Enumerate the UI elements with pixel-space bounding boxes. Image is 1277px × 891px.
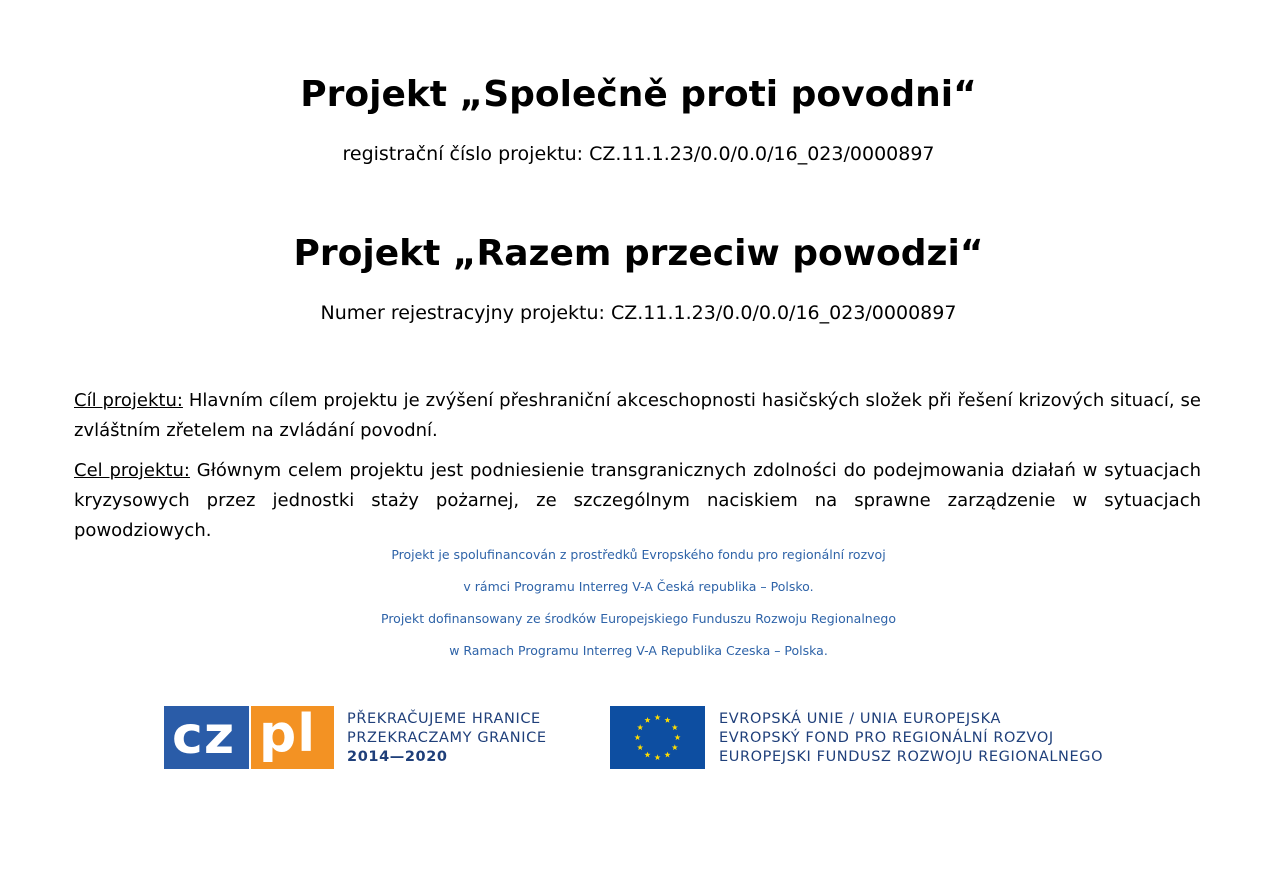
goal-pl-label: Cel projektu: (74, 460, 190, 481)
eu-logo-line-3: EUROPEJSKI FUNDUSZ ROZWOJU REGIONALNEGO (719, 749, 1104, 765)
czpl-logo-line-2: PRZEKRACZAMY GRANICE (347, 730, 547, 746)
eu-logo-text (719, 710, 1103, 767)
eu-flag (610, 706, 705, 769)
goal-cz-label: Cíl projektu: (74, 390, 183, 411)
funding-line-4: w Ramach Programu Interreg V-A Republika Czeska – Polska. (449, 643, 828, 658)
goal-pl-text: Głównym celem projektu jest podniesienie transgranicznych zdolności do podejmowania działań w sytuacjach kryzysowych przez jednostki staży pożarnej, ze szczególnym naciskiem na sprawne zarządzenie w sytuacjach powodziowych. (74, 460, 1201, 541)
goal-cz-text: Hlavním cílem projektu je zvýšení přeshraniční akceschopnosti hasičských složek při řešení krizových situací, se zvláštním zřetelem na zvládání povodní. (74, 390, 1201, 441)
pl-project-title: Projekt „Razem przeciw powodzi“ (293, 233, 984, 274)
goal-cz-paragraph (74, 386, 1201, 446)
funding-line-2: v rámci Programu Interreg V-A Česká republika – Polsko. (463, 579, 814, 594)
cz-project-title: Projekt „Společně proti povodni“ (300, 74, 977, 115)
funding-line-1: Projekt je spolufinancován z prostředků Evropského fondu pro regionální rozvoj (391, 547, 886, 562)
eu-flag-icon (610, 706, 705, 769)
czpl-logo-pl-block (251, 706, 334, 769)
czpl-logo (164, 706, 334, 769)
czpl-logo-cz-text: cz (172, 706, 236, 766)
cz-registration-number: registrační číslo projektu: CZ.11.1.23/0.0/0.0/16_023/0000897 (342, 143, 935, 165)
eu-logo-line-2: EVROPSKÝ FOND PRO REGIONÁLNÍ ROZVOJ (719, 730, 1054, 746)
czpl-logo-cz-block (164, 706, 249, 769)
eu-logo-line-1: EVROPSKÁ UNIE / UNIA EUROPEJSKA (719, 711, 1001, 727)
goal-pl-paragraph (74, 456, 1201, 546)
funding-line-3: Projekt dofinansowany ze środków Europejskiego Funduszu Rozwoju Regionalnego (381, 611, 896, 626)
czpl-logo-pl-text: pl (259, 704, 317, 764)
pl-registration-number: Numer rejestracyjny projektu: CZ.11.1.23/0.0/0.0/16_023/0000897 (320, 302, 957, 324)
czpl-logo-text (347, 710, 547, 767)
czpl-logo-line-1: PŘEKRAČUJEME HRANICE (347, 711, 541, 727)
czpl-logo-line-3: 2014—2020 (347, 749, 448, 765)
